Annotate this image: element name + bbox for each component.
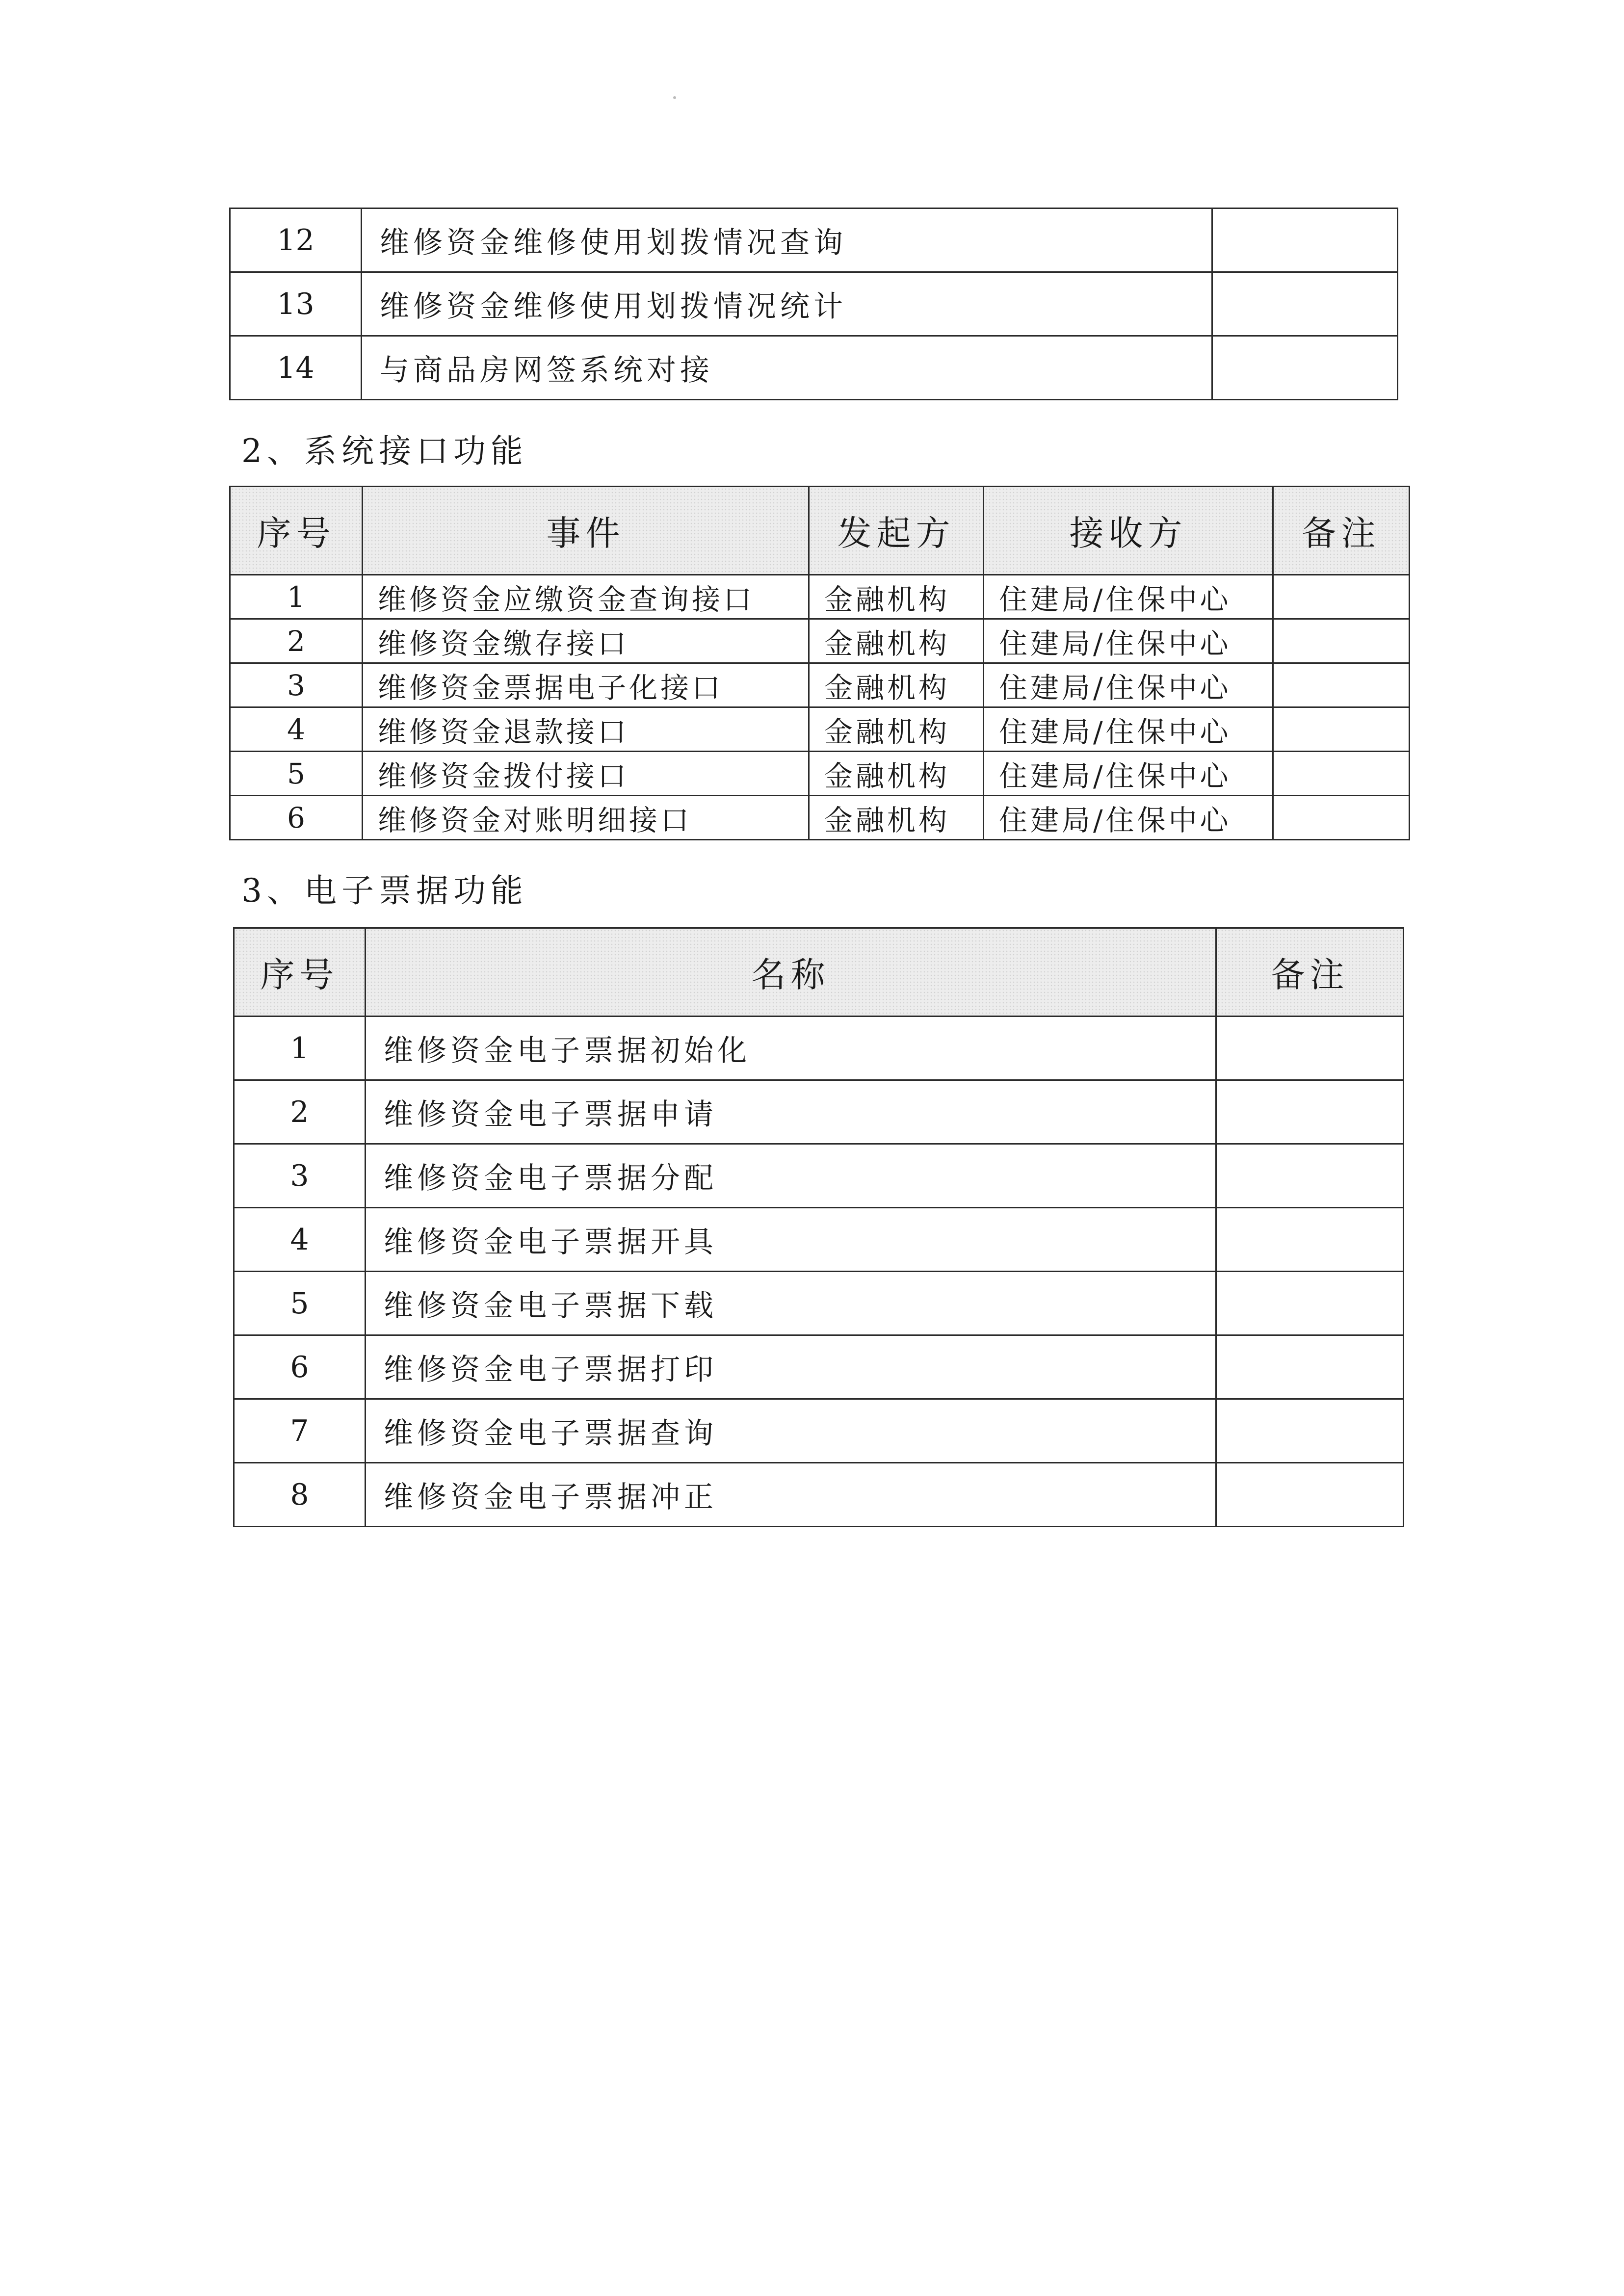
function-name: 维修资金电子票据下载 xyxy=(366,1272,1216,1335)
scan-speck xyxy=(673,96,676,99)
section-title-interfaces: 2、系统接口功能 xyxy=(241,432,528,470)
row-number: 8 xyxy=(234,1463,366,1527)
header-receiver: 接收方 xyxy=(984,487,1273,575)
remark-cell xyxy=(1216,1335,1404,1399)
remark-cell xyxy=(1216,1208,1404,1272)
row-number: 6 xyxy=(230,796,363,840)
remark-cell xyxy=(1216,1463,1404,1527)
event-name: 维修资金缴存接口 xyxy=(363,619,809,663)
table-row xyxy=(234,1144,1404,1208)
function-name: 维修资金维修使用划拨情况统计 xyxy=(362,272,1212,336)
row-number: 5 xyxy=(230,752,363,796)
interface-table xyxy=(229,486,1410,840)
event-name: 维修资金退款接口 xyxy=(363,707,809,752)
header-note: 备注 xyxy=(1216,928,1404,1017)
function-name: 维修资金维修使用划拨情况查询 xyxy=(362,209,1212,272)
row-number: 12 xyxy=(230,209,362,272)
remark-cell xyxy=(1273,707,1410,752)
table-row xyxy=(230,575,1410,619)
table-row xyxy=(234,1335,1404,1399)
header-no: 序号 xyxy=(230,487,363,575)
remark-cell xyxy=(1273,575,1410,619)
table-row xyxy=(234,1080,1404,1144)
initiator: 金融机构 xyxy=(809,619,984,663)
function-name: 维修资金电子票据申请 xyxy=(366,1080,1216,1144)
table-row xyxy=(230,752,1410,796)
function-name: 维修资金电子票据查询 xyxy=(366,1399,1216,1463)
receiver: 住建局/住保中心 xyxy=(984,707,1273,752)
table-row xyxy=(230,663,1410,707)
function-name: 维修资金电子票据冲正 xyxy=(366,1463,1216,1527)
table-row xyxy=(230,209,1398,272)
remark-cell xyxy=(1212,336,1398,400)
header-name: 名称 xyxy=(366,928,1216,1017)
header-no: 序号 xyxy=(234,928,366,1017)
remark-cell xyxy=(1216,1144,1404,1208)
initiator: 金融机构 xyxy=(809,707,984,752)
table-row xyxy=(234,1017,1404,1080)
initiator: 金融机构 xyxy=(809,663,984,707)
receiver: 住建局/住保中心 xyxy=(984,796,1273,840)
remark-cell xyxy=(1273,619,1410,663)
row-number: 7 xyxy=(234,1399,366,1463)
row-number: 2 xyxy=(234,1080,366,1144)
initiator: 金融机构 xyxy=(809,752,984,796)
row-number: 3 xyxy=(234,1144,366,1208)
receiver: 住建局/住保中心 xyxy=(984,663,1273,707)
table-row xyxy=(230,272,1398,336)
row-number: 2 xyxy=(230,619,363,663)
table-header-row xyxy=(234,928,1404,1017)
remark-cell xyxy=(1216,1017,1404,1080)
remark-cell xyxy=(1273,752,1410,796)
remark-cell xyxy=(1216,1399,1404,1463)
remark-cell xyxy=(1273,663,1410,707)
initiator: 金融机构 xyxy=(809,575,984,619)
row-number: 1 xyxy=(230,575,363,619)
function-name: 维修资金电子票据开具 xyxy=(366,1208,1216,1272)
table-row xyxy=(230,796,1410,840)
section-title-e-invoice: 3、电子票据功能 xyxy=(241,872,528,910)
table-header-row xyxy=(230,487,1410,575)
row-number: 3 xyxy=(230,663,363,707)
row-number: 4 xyxy=(230,707,363,752)
remark-cell xyxy=(1273,796,1410,840)
row-number: 14 xyxy=(230,336,362,400)
event-name: 维修资金对账明细接口 xyxy=(363,796,809,840)
table-row xyxy=(230,336,1398,400)
function-table-continued xyxy=(229,208,1398,400)
header-note: 备注 xyxy=(1273,487,1410,575)
remark-cell xyxy=(1212,209,1398,272)
header-event: 事件 xyxy=(363,487,809,575)
function-name: 维修资金电子票据分配 xyxy=(366,1144,1216,1208)
receiver: 住建局/住保中心 xyxy=(984,752,1273,796)
event-name: 维修资金应缴资金查询接口 xyxy=(363,575,809,619)
table-row xyxy=(234,1208,1404,1272)
receiver: 住建局/住保中心 xyxy=(984,619,1273,663)
initiator: 金融机构 xyxy=(809,796,984,840)
row-number: 13 xyxy=(230,272,362,336)
table-row xyxy=(230,707,1410,752)
event-name: 维修资金拨付接口 xyxy=(363,752,809,796)
row-number: 6 xyxy=(234,1335,366,1399)
row-number: 5 xyxy=(234,1272,366,1335)
function-name: 维修资金电子票据打印 xyxy=(366,1335,1216,1399)
event-name: 维修资金票据电子化接口 xyxy=(363,663,809,707)
function-name: 维修资金电子票据初始化 xyxy=(366,1017,1216,1080)
remark-cell xyxy=(1216,1080,1404,1144)
e-invoice-table xyxy=(233,927,1404,1527)
row-number: 1 xyxy=(234,1017,366,1080)
table-row xyxy=(234,1463,1404,1527)
table-row xyxy=(230,619,1410,663)
table-row xyxy=(234,1272,1404,1335)
table-row xyxy=(234,1399,1404,1463)
header-initiator: 发起方 xyxy=(809,487,984,575)
receiver: 住建局/住保中心 xyxy=(984,575,1273,619)
remark-cell xyxy=(1212,272,1398,336)
remark-cell xyxy=(1216,1272,1404,1335)
row-number: 4 xyxy=(234,1208,366,1272)
function-name: 与商品房网签系统对接 xyxy=(362,336,1212,400)
